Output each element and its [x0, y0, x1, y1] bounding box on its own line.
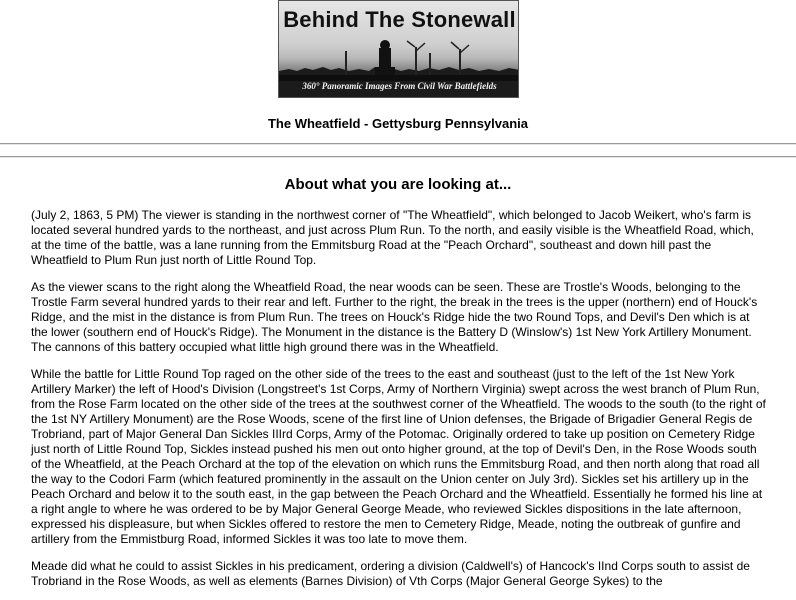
- divider-top: [0, 143, 796, 145]
- paragraph: As the viewer scans to the right along the Wheatfield Road, the near woods can be seen. These are Trostle's Woods, belonging to the Trostle Farm several hundred yards to their rear and left. Further to the right, the break in the trees is the upper (northern) end of Houck's Ridge, and the mist in the distance is from Plum Run. The trees on Houck's Ridge hide the two Round Tops, and Devil's Den which is at the lower (southern end of Houck's Ridge). The Monument in the distance is the Battery D (Winslow's) 1st New York Artillery Monument. The cannons of this battery occupied what little high ground there was in the Wheatfield.: [31, 280, 758, 354]
- banner-subtitle: 360° Panoramic Images From Civil War Battlefields: [302, 81, 497, 91]
- paragraph: (July 2, 1863, 5 PM) The viewer is standing in the northwest corner of "The Wheatfield", which belonged to Jacob Weikert, who's farm is located several hundred yards to the northeast, and just across Plum Run. To the north, and easily visible is the Wheatfield Road, which, at the time of the battle, was a lane running from the Emmitsburg Road at the "Peach Orchard", southeast and down hill past the Wheatfield to Plum Run just north of Little Round Top.: [31, 208, 754, 267]
- divider-bottom: [0, 156, 796, 158]
- page-title: The Wheatfield - Gettysburg Pennsylvania: [267, 116, 529, 131]
- paragraph: While the battle for Little Round Top raged on the other side of the trees to the east and southeast (just to the left of the 1st New York Artillery Marker) the left of Hood's Division (Longstreet's 1st Corps, Army of Northern Virginia) swept across the west branch of Plum Run, from the Rose Farm located on the other side of the trees at the southwest corner of the Wheatfield. The woods to the south (to the right of the 1st NY Artillery Monument) are the Rose Woods, scene of the first line of Union defenses, the Brigade of Brigadier General Regis de Trobriand, part of Major General Dan Sickles IIIrd Corps, Army of the Potomac. Originally ordered to take up position on Cemetery Ridge just north of Little Round Top, Sickles instead pushed his men out onto higher ground, at the top of Devil's Den, in the Rose Woods south of the Wheatfield, at the Peach Orchard at the top of the elevation on which runs the Emmitsburg Road, and then north along that road all the way to the Codori Farm (which featured prominently in the assault on the Union center on July 3rd). Sickles set his artillery up in the Peach Orchard and below it to the south east, in the gap between the Peach Orchard and the Wheatfield. Essentially he formed his line at a right angle to where he was ordered to be by Major General George Meade, who reviewed Sickles dispositions in the late afternoon, expressed his displeasure, but when Sickles offered to restore the men to Cemetery Ridge, Meade, noting the outbreak of gunfire and artillery from the Emmistburg Road, informed Sickles it was too late to move them.: [31, 367, 766, 546]
- banner-title: Behind The Stonewall: [283, 7, 516, 32]
- section-heading: About what you are looking at...: [284, 176, 512, 193]
- site-banner-logo[interactable]: [278, 0, 519, 98]
- article-body: [31, 208, 767, 600]
- paragraph: Meade did what he could to assist Sickles in his predicament, ordering a division (Caldwell's) of Hancock's IInd Corps south to assist de Trobriand in the Rose Woods, as well as elements (Barnes Division) of Vth Corps (Major General George Sykes) to the: [31, 559, 750, 588]
